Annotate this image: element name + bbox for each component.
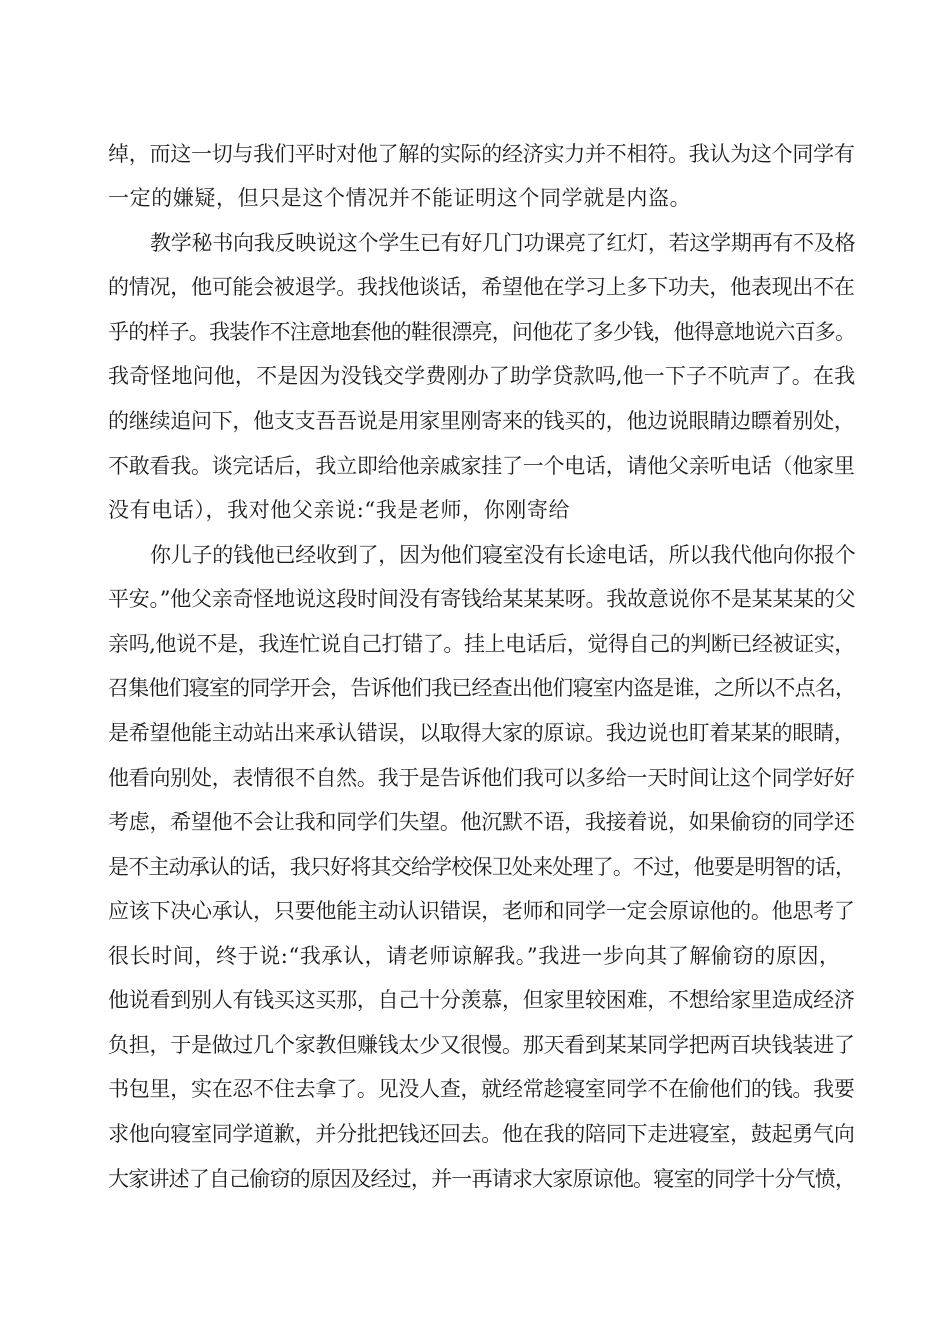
text-line: 没有电话），我对他父亲说:“我是老师，你刚寄给 [108,498,571,522]
text-line: 不敢看我。谈完话后，我立即给他亲戚家挂了一个电话，请他父亲听电话（他家里 [108,454,855,478]
text-line: 的继续追问下，他支支吾吾说是用家里刚寄来的钱买的，他边说眼睛边瞟着别处， [108,409,855,433]
text-line: 考虑，希望他不会让我和同学们失望。他沉默不语，我接着说，如果偷窃的同学还 [108,810,855,834]
text-line: 应该下决心承认，只要他能主动认识错误，老师和同学一定会原谅他的。他思考了 [108,899,855,923]
text-line: 他说看到别人有钱买这买那，自己十分羡慕，但家里较困难，不想给家里造成经济 [108,988,855,1012]
text-line: 他看向别处，表情很不自然。我于是告诉他们我可以多给一天时间让这个同学好好 [108,766,855,790]
text-line: 平安。”他父亲奇怪地说这段时间没有寄钱给某某某呀。我故意说你不是某某某的父 [108,587,856,611]
paragraph-first-line: 你儿子的钱他已经收到了，因为他们寝室没有长途电话，所以我代他向你报个 [150,543,856,567]
text-line: 绰，而这一切与我们平时对他了解的实际的经济实力并不相符。我认为这个同学有 [108,142,855,166]
text-line: 书包里，实在忍不住去拿了。见没人查，就经常趁寝室同学不在偷他们的钱。我要 [108,1077,855,1101]
text-line: 的情况，他可能会被退学。我找他谈话，希望他在学习上多下功夫，他表现出不在 [108,275,855,299]
text-line: 是希望他能主动站出来承认错误，以取得大家的原谅。我边说也盯着某某的眼睛， [108,721,855,745]
text-line: 召集他们寝室的同学开会，告诉他们我已经查出他们寝室内盗是谁，之所以不点名， [108,676,856,700]
text-line: 亲吗,他说不是，我连忙说自己打错了。挂上电话后，觉得自己的判断已经被证实， [108,632,855,656]
text-line: 很长时间，终于说:“我承认，请老师谅解我。”我进一步向其了解偷窃的原因， [108,944,841,968]
text-line: 乎的样子。我装作不注意地套他的鞋很漂亮，问他花了多少钱，他得意地说六百多。 [108,320,856,344]
paragraph-first-line: 教学秘书向我反映说这个学生已有好几门功课亮了红灯，若这学期再有不及格 [150,231,856,255]
text-line: 求他向寝室同学道歉，并分批把钱还回去。他在我的陪同下走进寝室，鼓起勇气向 [108,1122,855,1146]
text-line: 一定的嫌疑，但只是这个情况并不能证明这个同学就是内盗。 [108,186,692,210]
text-line: 大家讲述了自己偷窃的原因及经过，并一再请求大家原谅他。寝室的同学十分气愤， [108,1167,856,1191]
text-line: 负担，于是做过几个家教但赚钱太少又很慢。那天看到某某同学把两百块钱装进了 [108,1033,855,1057]
text-line: 是不主动承认的话，我只好将其交给学校保卫处来处理了。不过，他要是明智的话， [108,855,856,879]
text-line: 我奇怪地问他，不是因为没钱交学费刚办了助学贷款吗,他一下子不吭声了。在我 [108,364,856,388]
